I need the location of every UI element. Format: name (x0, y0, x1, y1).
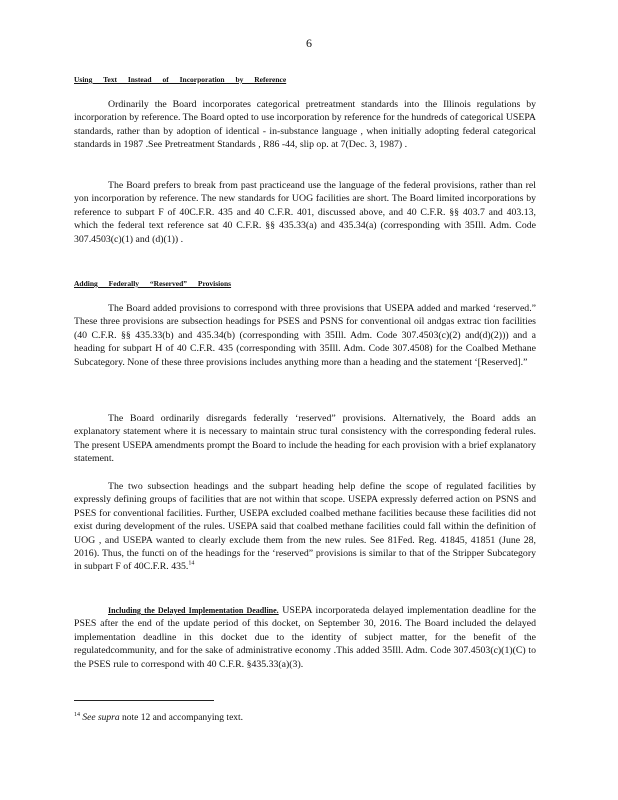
paragraph (74, 412, 536, 466)
paragraph (74, 480, 536, 574)
paragraph-text (74, 480, 536, 574)
paragraph-text: The Board prefers to break from past practiceand use the language of the federal provisions, rather than rel yon incorporation by reference. The new standards for UOG facilities are short. The Board limited incorporations by reference to subpart F of 40C.F.R. 435 and 40 C.F.R. 401, discussed above, and 40 C.F.R. §§ 403.7 and 403.13, which the federal text reference sat 40 C.F.R. §§ 435.33(a) and 435.34(a) (corresponding with 35Ill. Adm. Code 307.4503(c)(1) and (d)(1)) . (74, 180, 536, 245)
section-using-text (74, 75, 536, 84)
paragraph-body: The two subsection headings and the subpart heading help define the scope of regulated facilities by expressly defining groups of facilities that are not within that scope. USEPA expressly deferred action on PSNS and PSES for conventional facilities. Further, USEPA excluded coalbed methane facilities because these facilities did not exist during development of the rules. USEPA said that coalbed methane facilities could fall within the definition of UOG , and USEPA wanted to clearly exclude them from the new rules. See 81Fed. Reg. 41845, 41851 (June 28, 2016). Thus, the functi on of the headings for the ‘reserved” provisions is similar to that of the Stripper Subcategory in subpart F of 40C.F.R. 435. (74, 481, 536, 573)
section-adding-reserved (74, 279, 536, 288)
footnote (74, 712, 536, 724)
paragraph (74, 179, 536, 246)
paragraph-text: Ordinarily the Board incorporates categorical pretreatment standards into the Illinois regulations by incorporation by reference. The Board opted to use incorporation by reference for the hundreds of categorical USEPA standards, rather than by adoption of identical - in-substance language , when initially adopting federal categorical standards in 1987 .See Pretreatment Standards , R86 -44, slip op. at 7(Dec. 3, 1987) . (74, 99, 536, 151)
section-heading: Adding Federally “Reserved” Provisions (74, 279, 232, 288)
footnote-divider (74, 700, 214, 701)
paragraph-text: The Board added provisions to correspond with three provisions that USEPA added and marked ‘reserved.” These three provisions are subsection headings for PSES and PSNS for conventional oil andgas extrac tion facilities (40 C.F.R. §§ 435.33(b) and 435.34(b) (corresponding with 35Ill. Adm. Code 307.4503(c)(2) and(d)(2))) and a heading for subpart H of 40 C.F.R. 435 (corresponding with 35Ill. Adm. Code 307.4508) for the Coalbed Methane Subcategory. None of these three provisions includes anything more than a heading and the statement ‘[Reserved].” (74, 303, 536, 368)
paragraph (74, 604, 536, 671)
footnote-reference: 14 (188, 561, 195, 568)
footnote-supra: supra (97, 713, 120, 723)
footnote-number: 14 (74, 711, 80, 718)
page-number: 6 (306, 36, 312, 50)
section-heading: Using Text Instead of Incorporation by Reference (74, 75, 287, 84)
paragraph-text: The Board ordinarily disregards federally ‘reserved” provisions. Alternatively, the Board adds an explanatory statement where it is necessary to maintain struc tural consistency with the corresponding federal rules. The present USEPA amendments prompt the Board to include the heading for each provision with a brief explanatory statement. (74, 413, 536, 465)
inline-heading: Including the Delayed Implementation Deadline. (108, 606, 279, 615)
paragraph (74, 98, 536, 152)
footnote-see: See (82, 713, 96, 723)
footnote-text: note 12 and accompanying text. (119, 713, 244, 723)
paragraph-text (74, 604, 536, 671)
paragraph (74, 302, 536, 369)
paragraph-body: USEPA incorporateda delayed implementation deadline for the PSES after the end of the update period of this docket, on September 30, 2016. The Board included the delayed implementation deadline in this docket due to the identity of subject matter, for the benefit of the regulatedcommunity, and for the sake of administrative economy .This added 35Ill. Adm. Code 307.4503(c)(1)(C) to the PSES rule to correspond with 40 C.F.R. §435.33(a)(3). (74, 605, 536, 670)
